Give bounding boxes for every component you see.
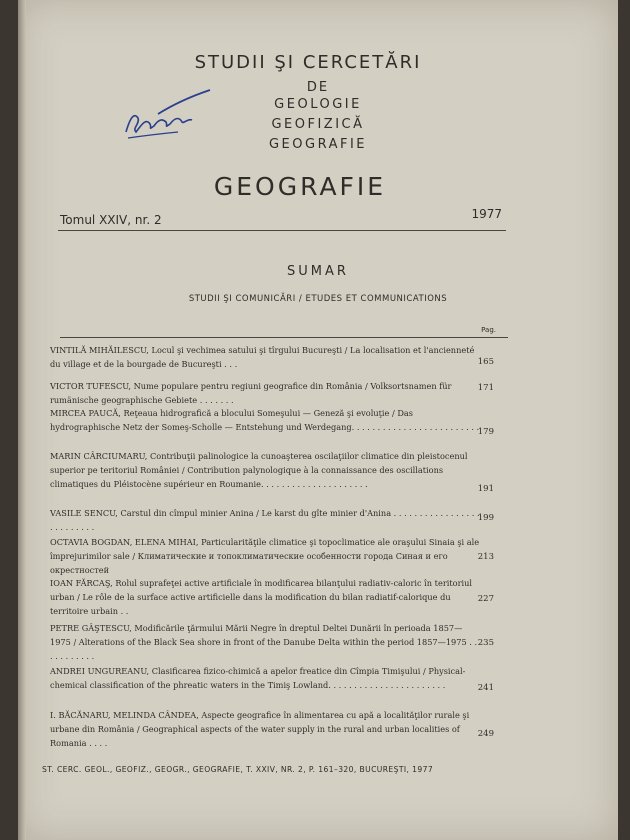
- toc-entry-text: VINTILĂ MIHĂILESCU, Locul şi vechimea satului şi tîrgului Bucureşti / La localisation et l'ancienneté du village et de la bourgade de Bucureşti . . .: [50, 345, 475, 369]
- contents-title: SUMAR: [287, 264, 349, 279]
- toc-entry-text: IOAN FĂRCAŞ, Rolul suprafeţei active artificiale în modificarea bilanţului radiativ-caloric în teritoriul urban / Le rôle de la surface active artificielle dans la modification du bilan radiatif-calorique du territoire urbain . .: [50, 578, 472, 616]
- toc-entry: [50, 343, 480, 371]
- field-geology: GEOLOGIE: [274, 97, 362, 112]
- toc-page-number: 235: [477, 638, 494, 648]
- volume-issue: Tomul XXIV, nr. 2: [60, 213, 162, 227]
- toc-entry-text: MIRCEA PAUCĂ, Reţeaua hidrografică a blocului Someşului — Geneză şi evoluţie / Das hydrographische Netz der Someş-Scholle — Entstehung und Werdegang. . . . . . . . . . . . . . . . . . . . . . . . .: [50, 408, 480, 432]
- toc-entry-text: ANDREI UNGUREANU, Clasificarea fizico-chimică a apelor freatice din Cîmpia Timişului / Physical-chemical classification of the phreatic waters in the Timiş Lowland. . . . . . . . . . . . . . . . . . . . . . .: [50, 666, 466, 690]
- toc-entry: [50, 535, 480, 577]
- contents-divider: [60, 337, 508, 338]
- handwritten-signature: [118, 88, 218, 148]
- toc-page-number: 199: [477, 513, 494, 523]
- toc-entry-text: PETRE GÂŞTESCU, Modificările ţărmului Mării Negre în dreptul Deltei Dunării în perioada 1857—1975 / Alterations of the Black Sea shore in front of the Danube Delta within the period 1857—1975 . . . . . . . . . . .: [50, 623, 478, 661]
- toc-entry-text: MARIN CÂRCIUMARU, Contribuţii palinologice la cunoaşterea oscilaţiilor climatice din pleistocenul superior pe teritoriul României / Contribution palynologique à la connaissance des oscillations climatiques du Pléistocène supérieur en Roumanie. . . . . . . . . . . . . . . . . . . . .: [50, 451, 468, 489]
- journal-page: [18, 0, 618, 840]
- toc-page-number: 179: [477, 427, 494, 437]
- toc-entry: [50, 664, 480, 692]
- page-column-label: Pag.: [481, 326, 496, 334]
- field-geography: GEOGRAFIE: [268, 137, 368, 152]
- toc-entry-text: VASILE SENCU, Carstul din cîmpul minier Anina / Le karst du gîte minier d'Anina . . . . . . . . . . . . . . . . . . . . . . . . . .: [50, 508, 480, 532]
- toc-entry: [50, 379, 480, 407]
- toc-entry: [50, 576, 480, 618]
- toc-page-number: 213: [477, 552, 494, 562]
- toc-page-number: 165: [477, 357, 494, 367]
- publication-year: 1977: [471, 207, 502, 221]
- toc-entry: [50, 506, 480, 534]
- toc-entry: [50, 621, 480, 663]
- toc-page-number: 241: [477, 683, 494, 693]
- citation-footer: ST. CERC. GEOL., GEOFIZ., GEOGR., GEOGRAFIE, T. XXIV, NR. 2, P. 161–320, BUCUREŞTI, 1977: [42, 765, 434, 774]
- toc-entry: [50, 449, 480, 491]
- toc-entry: [50, 708, 480, 750]
- toc-entry-text: VICTOR TUFESCU, Nume populare pentru regiuni geografice din România / Volksortsnamen für rumänische geographische Gebiete . . . . . . .: [50, 381, 452, 405]
- toc-entry-text: OCTAVIA BOGDAN, ELENA MIHAI, Particularităţile climatice şi topoclimatice ale oraşului Sinaia şi ale împrejurimilor sale / Климатические и топоклиматические особенности города Синая и его окрестностей: [50, 537, 480, 575]
- toc-page-number: 249: [477, 729, 494, 739]
- section-heading: STUDII ŞI COMUNICĂRI / ETUDES ET COMMUNICATIONS: [188, 294, 448, 304]
- toc-entry: [50, 406, 480, 434]
- toc-page-number: 191: [477, 484, 494, 494]
- toc-page-number: 171: [477, 383, 494, 393]
- header-divider: [58, 230, 506, 231]
- toc-page-number: 227: [477, 594, 494, 604]
- field-geophysics: GEOFIZICĂ: [271, 117, 365, 132]
- journal-title: GEOGRAFIE: [213, 172, 387, 201]
- toc-entry-text: I. BĂCĂNARU, MELINDA CÂNDEA, Aspecte geografice în alimentarea cu apă a localităţilor rurale şi urbane din România / Geographical aspects of the water supply in the rural and urban localities of Romania . . . .: [50, 710, 470, 748]
- series-preposition: DE: [306, 80, 330, 95]
- series-title: STUDII ŞI CERCETĂRI: [194, 52, 422, 73]
